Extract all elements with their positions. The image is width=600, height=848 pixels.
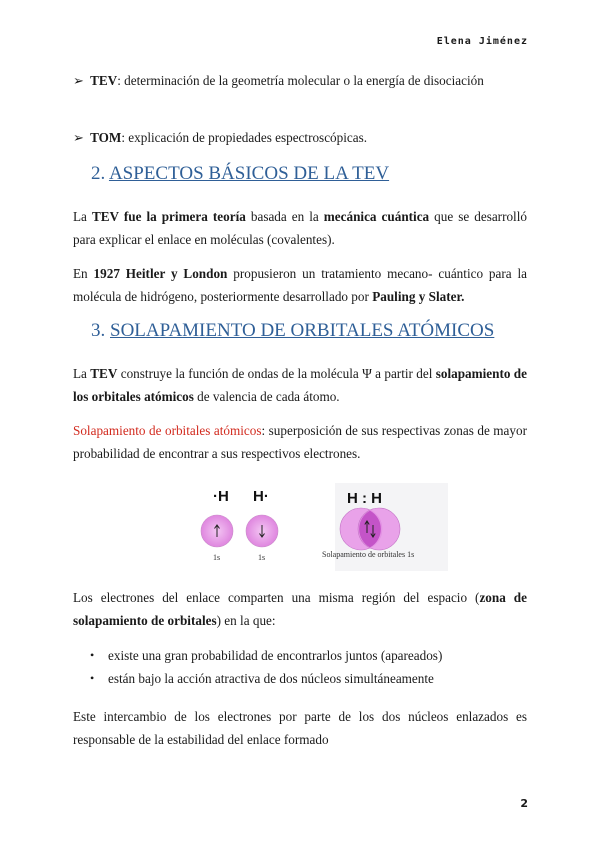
text-run: En <box>73 266 94 281</box>
section-3-paragraph-4: Este intercambio de los electrones por parte de los dos núcleos enlazados es responsable de la estabilidad del enlace formado <box>73 709 527 747</box>
section-3-paragraph-1 <box>73 362 527 408</box>
text-run: ) en la que: <box>216 613 276 628</box>
text-run: basada en la <box>245 209 324 224</box>
text-run: propusieron un tratamiento mecano- cuántico para la molécula de hidrógeno, posteriormente desarrollado por <box>73 266 527 304</box>
list-item: • existe una gran probabilidad de encontrarlos juntos (apareados) <box>88 644 528 667</box>
section-3-number: 3. <box>91 320 110 341</box>
section-3-paragraph-2 <box>73 419 527 465</box>
bold-run: solapamiento de los orbitales atómicos <box>73 366 527 404</box>
section-3-title: SOLAPAMIENTO DE ORBITALES ATÓMICOS <box>110 320 495 341</box>
tom-item <box>73 126 527 149</box>
text-run: construye la función de ondas de la molécula Ψ a partir del <box>117 366 436 381</box>
orbital-2-caption: 1s <box>258 553 266 562</box>
bold-run: TEV fue la primera teoría <box>91 209 246 224</box>
tev-description: : determinación de la geometría molecular o la energía de disociación <box>117 73 484 88</box>
section-2-number: 2. <box>91 163 109 184</box>
overlap-caption: Solapamiento de orbitales 1s <box>322 550 415 559</box>
section-2-paragraph-1 <box>73 205 527 251</box>
author-name: Elena Jiménez <box>436 36 528 47</box>
text-run: : superposición de sus respectivas zonas de mayor probabilidad de encontrar a sus respectivos electrones. <box>73 423 527 461</box>
tev-term: TEV <box>90 73 118 88</box>
orbital-overlap-figure <box>193 483 448 571</box>
section-2-paragraph-2 <box>73 262 527 308</box>
text-run: de valencia de cada átomo. <box>193 389 340 404</box>
highlighted-term: Solapamiento de orbitales atómicos <box>73 423 262 438</box>
section-3-heading <box>91 320 494 342</box>
text-run: La <box>73 366 91 381</box>
orbital-1-caption: 1s <box>213 553 221 562</box>
arrow-icon: ➢ <box>73 73 85 88</box>
molecule-label: H : H <box>347 490 382 507</box>
tom-term: TOM <box>90 130 122 145</box>
bold-run: Pauling y Slater. <box>372 289 465 304</box>
page-number: 2 <box>520 797 528 810</box>
list-item: • están bajo la acción atractiva de dos núcleos simultáneamente <box>88 667 528 690</box>
atom-2-label: H· <box>253 488 269 505</box>
section-2-title: ASPECTOS BÁSICOS DE LA TEV <box>108 163 390 184</box>
text-run: Los electrones del enlace comparten una misma región del espacio ( <box>73 590 480 605</box>
bullet-list <box>88 644 528 690</box>
section-2-heading <box>91 163 389 185</box>
tom-description: : explicación de propiedades espectroscópicas. <box>121 130 368 145</box>
tev-item <box>73 69 527 92</box>
bold-run: 1927 Heitler y London <box>93 266 228 281</box>
section-3-paragraph-3 <box>73 586 527 632</box>
bold-run: mecánica cuántica <box>323 209 430 224</box>
arrow-icon: ➢ <box>73 130 85 145</box>
bold-run: TEV <box>90 366 118 381</box>
text-run: La <box>73 209 92 224</box>
text-run: que se desarrolló para explicar el enlace en moléculas (covalentes). <box>73 209 527 247</box>
atom-1-label: ·H <box>213 488 229 505</box>
bold-run: zona de solapamiento de orbitales <box>73 590 527 628</box>
orbital-diagram <box>193 483 448 571</box>
